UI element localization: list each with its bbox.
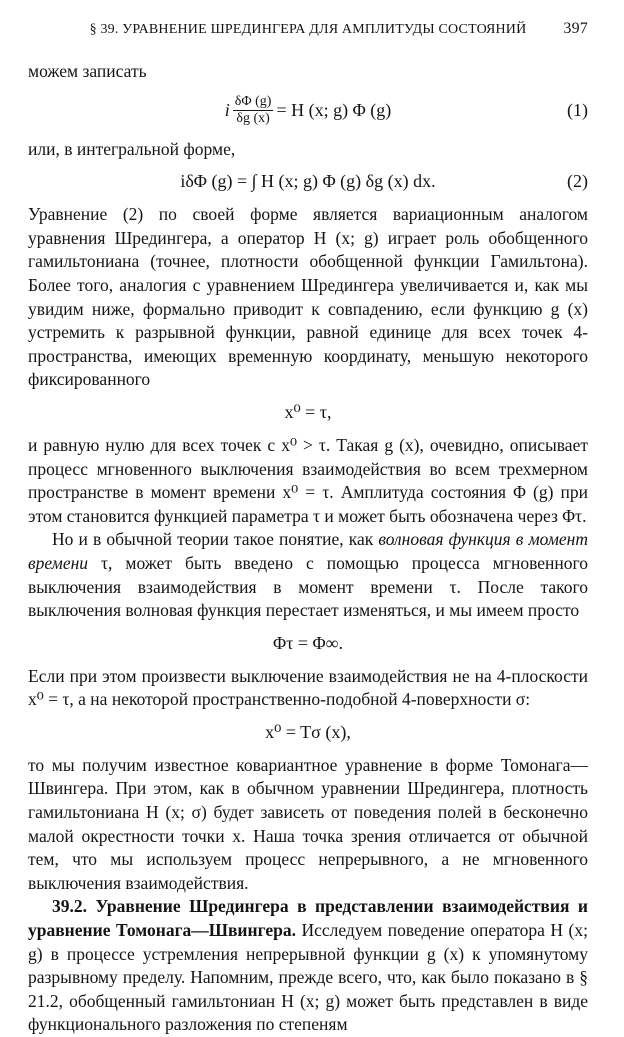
running-title: § 39. УРАВНЕНИЕ ШРЕДИНГЕРА ДЛЯ АМПЛИТУДЫ СОСТОЯНИЙ <box>89 22 527 37</box>
page-number: 397 <box>563 20 588 37</box>
equation-3-body: x⁰ = τ, <box>284 402 332 423</box>
equation-3 <box>28 398 588 428</box>
paragraph-instant-switch-off: и равную нулю для всех точек с x⁰ > τ. Такая g (x), очевидно, описывает процесс мгновенного выключения взаимодействия во всем трехмерном пространстве в момент времени x⁰ = τ. Амплитуда состояния Φ (g) при этом становится функцией параметра τ и может быть обозначена через Φτ. <box>28 434 588 526</box>
equation-1-rhs: = H (x; g) Φ (g) <box>276 99 392 120</box>
section-39-2 <box>28 895 588 1037</box>
paragraph-intro: можем записать <box>28 61 147 81</box>
equation-1 <box>28 92 588 130</box>
wave-function-emphasis: волновая функция в момент времени <box>28 529 588 573</box>
equation-5 <box>28 718 588 748</box>
page-header <box>28 22 588 46</box>
equation-1-prefix: i <box>224 99 230 120</box>
equation-2-body: iδΦ (g) = ∫ H (x; g) Φ (g) δg (x) dx. <box>180 171 436 192</box>
section-text: Исследуем поведение оператора H (x; g) в процессе устремления непрерывной функции g (x) к упомянутому разрывному пределу. Напомним, прежде всего, что, как было показано в § 21.2, обобщенный гамильтониан H (x; g) может быть представлен в виде функционального разложения по степеням <box>28 920 588 1035</box>
equation-4-body: Φτ = Φ∞. <box>272 632 344 653</box>
equation-1-number: (1) <box>567 99 588 120</box>
equation-2-number: (2) <box>567 171 588 192</box>
fraction-denominator: δg (x) <box>236 111 270 127</box>
paragraph-wave-function-part-a: Но и в обычной теории такое понятие, как <box>52 529 379 550</box>
paragraph-tomonaga-schwinger: то мы получим известное ковариантное уравнение в форме Томонага—Швингера. При этом, как в обычном уравнении Шредингера, плотность гамильтониана H (x; σ) будет зависеть от поведения полей в бесконечно малой окрестности точки x. Наша точка зрения отличается от обычной тем, что мы используем процесс непрерывного, а не мгновенного выключения взаимодействия. <box>28 754 588 893</box>
paragraph-wave-function <box>28 528 588 622</box>
page-body <box>28 60 588 1037</box>
paragraph-wave-function-part-b: τ, может быть введено с помощью процесса мгновенного выключения взаимодействия в момент времени τ. После такого выключения волновая функция перестает изменяться, и мы имеем просто <box>28 552 588 621</box>
section-heading: 39.2. Уравнение Шредингера в представлении взаимодействия и уравнение Томонага—Швингера. <box>28 896 588 941</box>
paragraph-integral-form: или, в интегральной форме, <box>28 138 236 159</box>
paragraph-variational-analog: Уравнение (2) по своей форме является вариационным аналогом уравнения Шредингера, а оператор H (x; g) играет роль обобщенного гамильтониана (точнее, плотности обобщенной функции Гамильтона). Более того, аналогия с уравнением Шредингера увеличивается и, как мы увидим ниже, формально приводит к совпадению, если функцию g (x) устремить к разрывной функции, равной единице для всех точек 4-пространства, имеющих временную координату, меньшую некоторого фиксированного <box>28 204 588 390</box>
equation-5-body: x⁰ = Tσ (x), <box>265 722 351 743</box>
equation-4 <box>28 629 588 659</box>
paragraph-surface-switch-off: Если при этом произвести выключение взаимодействия не на 4-плоскости x⁰ = τ, а на некоторой пространственно-подобной 4-поверхности σ: <box>28 665 588 710</box>
equation-2 <box>28 167 588 197</box>
equation-1-fraction <box>233 94 274 127</box>
fraction-numerator: δΦ (g) <box>234 94 272 110</box>
